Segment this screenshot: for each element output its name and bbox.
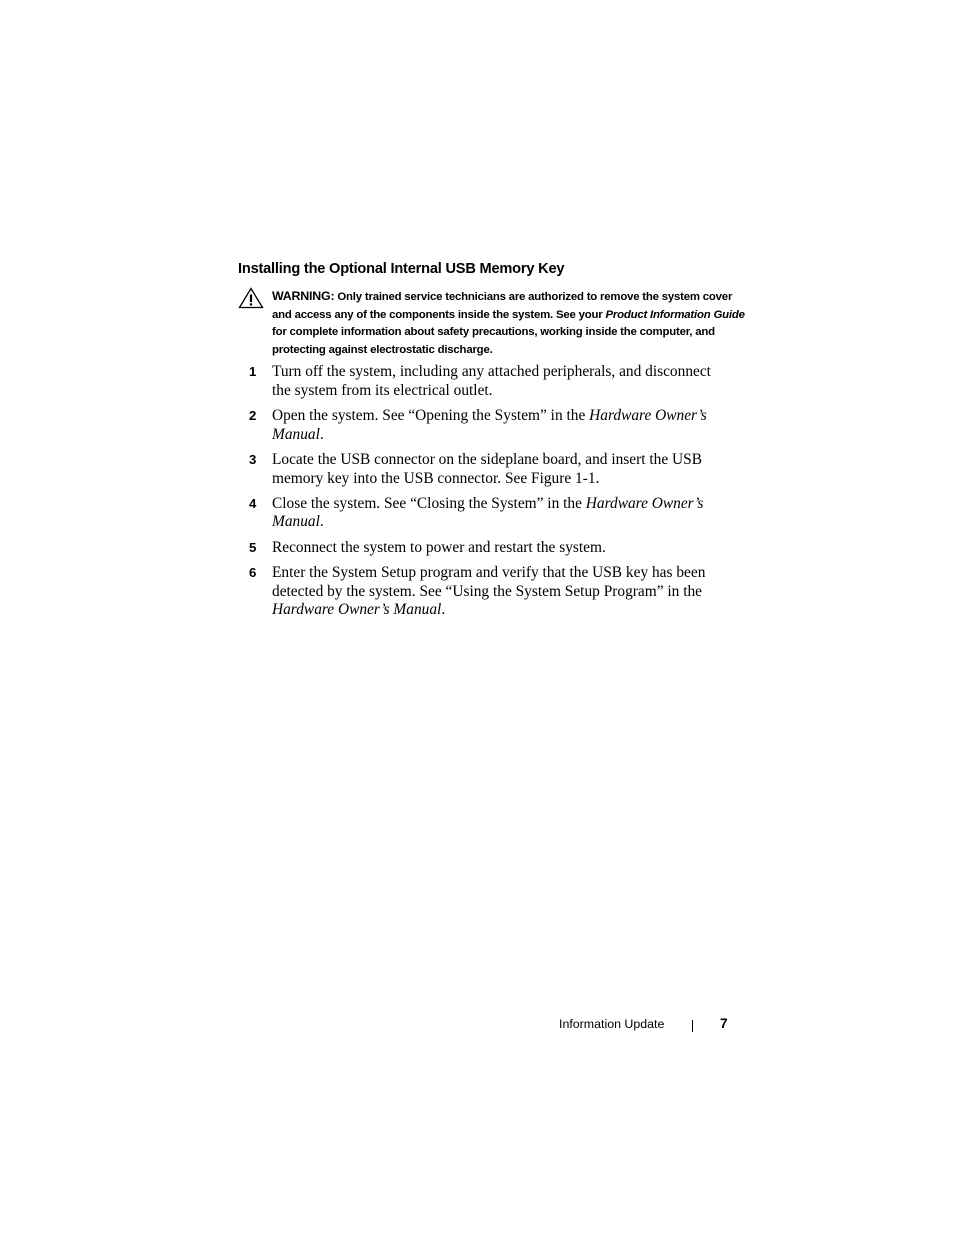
step-number: 5 xyxy=(249,539,257,555)
warning-label: WARNING: xyxy=(272,289,335,303)
warning-triangle-icon xyxy=(238,287,264,309)
step-text-end: . xyxy=(319,425,324,443)
step-italic-reference: Hardware Owner’s Manual xyxy=(272,601,442,619)
step-number: 4 xyxy=(249,495,257,511)
section-title: Installing the Optional Internal USB Memory Key xyxy=(238,261,565,277)
step-number: 3 xyxy=(249,451,257,467)
step-item-2 xyxy=(238,407,724,444)
step-number: 6 xyxy=(249,564,257,580)
page-number: 7 xyxy=(720,1016,728,1031)
step-number: 2 xyxy=(249,407,257,423)
step-text: Close the system. See “Closing the System” in the xyxy=(272,494,586,512)
warning-italic-reference: Product Information Guide xyxy=(605,308,745,321)
step-number: 1 xyxy=(249,364,257,379)
page-footer xyxy=(0,1015,954,1035)
procedure-steps xyxy=(238,363,758,626)
step-text: Enter the System Setup program and verify that the USB key has been detected by the system. See “Using the System Setup Program” in the xyxy=(272,563,706,600)
step-text-end: . xyxy=(441,601,446,619)
step-text-end: . xyxy=(319,513,324,531)
warning-text-part-2: for complete information about safety precautions, working inside the computer, and protecting against electrostatic discharge. xyxy=(272,326,715,356)
warning-text-part-1: Only trained service technicians are authorized to remove the system cover and access any of the components inside the system. See your xyxy=(272,291,733,321)
footer-title: Information Update xyxy=(559,1017,665,1031)
footer-separator xyxy=(692,1020,693,1032)
step-item-4 xyxy=(238,495,724,532)
step-item-5 xyxy=(238,539,724,558)
step-text: Reconnect the system to power and restart the system. xyxy=(272,538,606,556)
step-text: Turn off the system, including any attached peripherals, and disconnect the system from its electrical outlet. xyxy=(272,363,711,399)
step-item-1 xyxy=(238,363,724,400)
step-italic-reference: Hardware Owner’s Manual xyxy=(272,494,704,531)
step-item-6 xyxy=(238,564,724,620)
step-italic-reference: Hardware Owner’s Manual xyxy=(272,406,707,443)
step-item-3 xyxy=(238,451,724,488)
step-text: Locate the USB connector on the sideplane board, and insert the USB memory key into the USB connector. See Figure 1-1. xyxy=(272,450,702,487)
step-text: Open the system. See “Opening the System” in the xyxy=(272,406,590,424)
warning-text xyxy=(272,288,748,359)
